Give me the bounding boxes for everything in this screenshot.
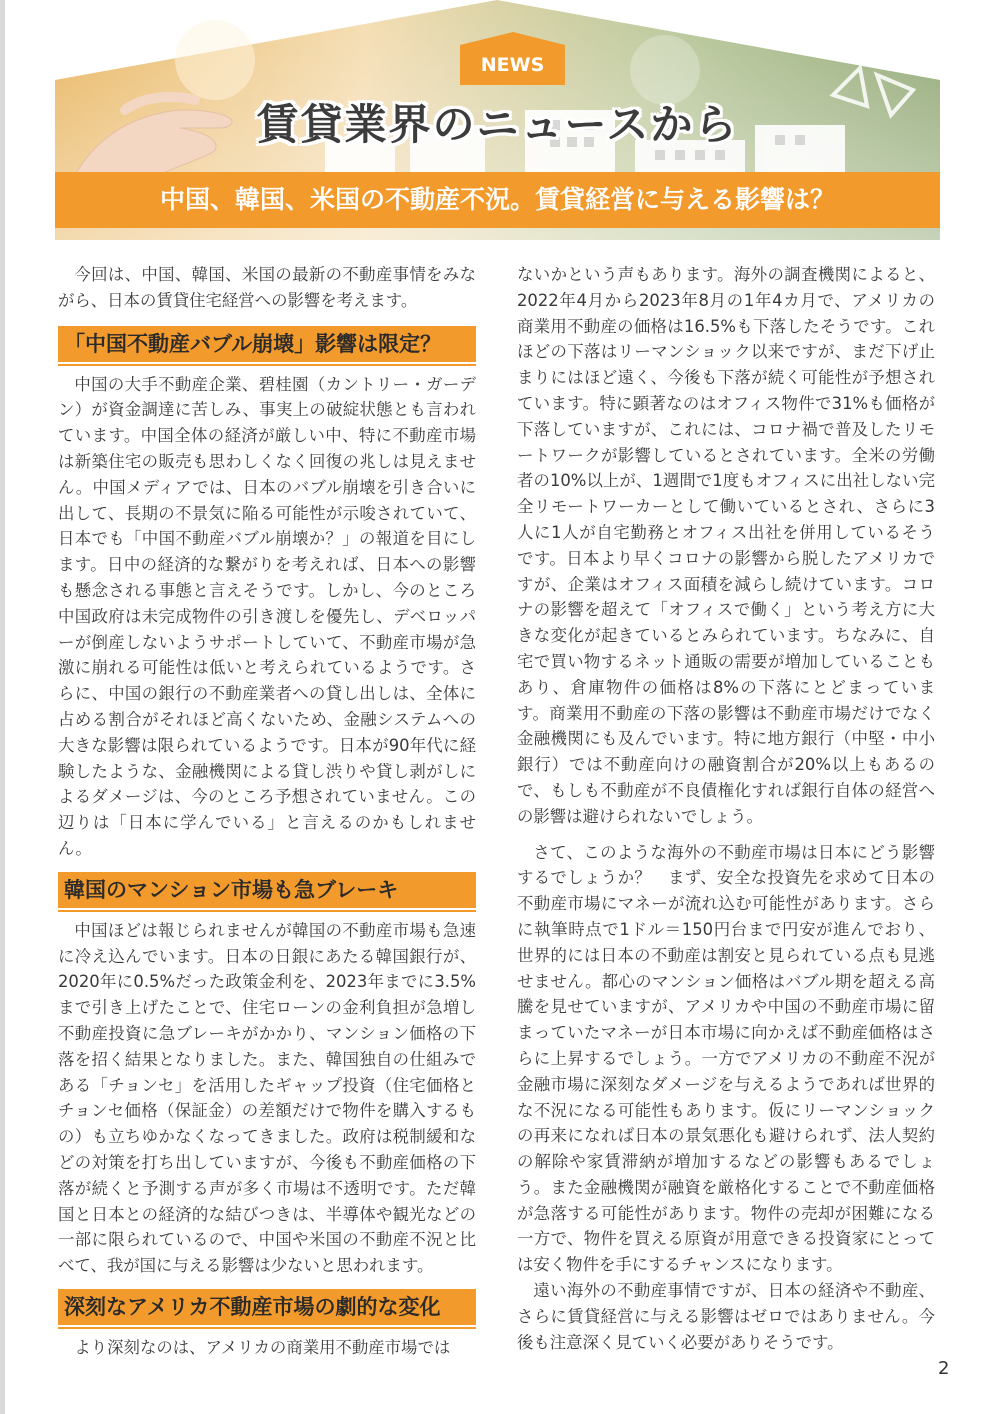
section-body-america-cont: ないかという声もあります。海外の調査機関によると、2022年4月から2023年8月の1年4カ月で、アメリカの商業用不動産の価格は16.5%も下落したそうです。これほどの下落はリーマンショック以来ですが、まだ下げ止まりにはほど遠く、今後も下落が続く可能性が予想されています。特に顕著なのはオフィス物件で31%も価格が下落していますが、これには、コロナ禍で普及したリモートワークが影響しているとされています。全米の労働者の10%以上が、1週間で1度もオフィスに出社しない完全リモートワーカーとして働いているとされ、さらに3人に1人が自宅勤務とオフィス出社を併用しているそうです。日本より早くコロナの影響から脱したアメリカですが、企業はオフィス面積を減らし続けています。コロナの影響を超えて「オフィスで働く」という考え方に大きな変化が起きているとみられています。ちなみに、自宅で買い物するネット通販の需要が増加していることもあり、倉庫物件の価格は8%の下落にとどまっています。商業用不動産の下落の影響は不動産市場だけでなく金融機関にも及んでいます。特に地方銀行（中堅・中小銀行）では不動産向けの融資割合が20%以上もあるので、もしも不動産が不良債権化すれば銀行自体の経営への影響は避けられないでしょう。 [517, 265, 935, 826]
section-heading-korea: 韓国のマンション市場も急ブレーキ [58, 872, 476, 908]
section-heading-china: 「中国不動産バブル崩壊」影響は限定？ [58, 326, 476, 362]
section-body-china: 中国の大手不動産企業、碧桂園（カントリー・ガーデン）が資金調達に苦しみ、事実上の破綻状態とも言われています。中国全体の経済が厳しい中、特に不動産市場は新築住宅の販売も思わしくなく回復の兆しは見えません。中国メディアでは、日本のバブル崩壊を引き合いに出して、長期の不景気に陥る可能性が示唆されていて、日本でも「中国不動産バブル崩壊か？」の報道を目にします。日中の経済的な繋がりを考えれば、日本への影響も懸念される事態と言えそうです。しかし、今のところ中国政府は未完成物件の引き渡しを優先し、デベロッパーが倒産しないようサポートしていて、不動産市場が急激に崩れる可能性は低いと考えられているようです。さらに、中国の銀行の不動産業者への貸し出しは、全体に占める割合がそれほど高くないため、金融システムへの大きな影響は限られているようです。日本が90年代に経験したような、金融機関による貸し渋りや貸し剥がしによるダメージは、今のところ予想されていません。この辺りは「日本に学んでいる」と言えるのかもしれません。 [58, 374, 476, 858]
article-subtitle: 中国、韓国、米国の不動産不況。賃貸経営に与える影響は？ [159, 185, 835, 214]
page-title: 賃貸業界のニュースから [256, 100, 739, 149]
news-badge: NEWS [480, 54, 545, 76]
right-column [517, 262, 935, 1355]
section-body-korea: 中国ほどは報じられませんが韓国の不動産市場も急速に冷え込んでいます。日本の日銀にあたる韓国銀行が、2020年に0.5%だった政策金利を、2023年までに3.5%まで引き上げたことで、住宅ローンの金利負担が急増し不動産投資に急ブレーキがかかり、マンション価格の下落を招く結果となりました。また、韓国独自の仕組みである「チョンセ」を活用したギャップ投資（住宅価格とチョンセ価格（保証金）の差額だけで物件を購入するもの）も立ちゆかなくなってきました。政府は税制緩和などの対策を打ち出していますが、今後も不動産価格の下落が続くと予測する声が多く市場は不透明です。ただ韓国と日本との経済的な結びつきは、半導体や観光などの一部に限られているので、中国や米国の不動産不況と比べて、我が国に与える影響は少ないと思われます。 [58, 920, 476, 1276]
page-number: 2 [938, 1358, 950, 1379]
closing-paragraph-2: 遠い海外の不動産事情ですが、日本の経済や不動産、さらに賃貸経営に与える影響はゼロではありません。今後も注意深く見ていく必要がありそうです。 [517, 1281, 935, 1352]
left-column [58, 262, 476, 1361]
section-heading-america: 深刻なアメリカ不動産市場の劇的な変化 [58, 1289, 476, 1325]
page-edge [0, 0, 5, 1414]
subtitle-bar [55, 172, 940, 228]
intro-paragraph: 今回は、中国、韓国、米国の最新の不動産事情をみながら、日本の賃貸住宅経営への影響を考えます。 [58, 265, 476, 310]
closing-paragraph-1: さて、このような海外の不動産市場は日本にどう影響するでしょうか？ まず、安全な投資先を求めて日本の不動産市場にマネーが流れ込む可能性があります。さらに執筆時点で1ドル＝150円台まで円安が進んでおり、世界的には日本の不動産は割安と見られている点も見逃せません。都心のマンション価格はバブル期を超える高騰を見せていますが、アメリカや中国の不動産市場に留まっていたマネーが日本市場に向かえば不動産価格はさらに上昇するでしょう。一方でアメリカの不動産不況が金融市場に深刻なダメージを与えるようであれば世界的な不況になる可能性もあります。仮にリーマンショックの再来になれば日本の景気悪化も避けられず、法人契約の解除や家賃滞納が増加するなどの影響もあるでしょう。また金融機関が融資を厳格化することで不動産価格が急落する可能性があります。物件の売却が困難になる一方で、物件を買える原資が用意できる投資家にとっては安く物件を手にするチャンスになります。 [517, 842, 935, 1275]
section-body-america-start: より深刻なのは、アメリカの商業用不動産市場では [74, 1337, 451, 1357]
